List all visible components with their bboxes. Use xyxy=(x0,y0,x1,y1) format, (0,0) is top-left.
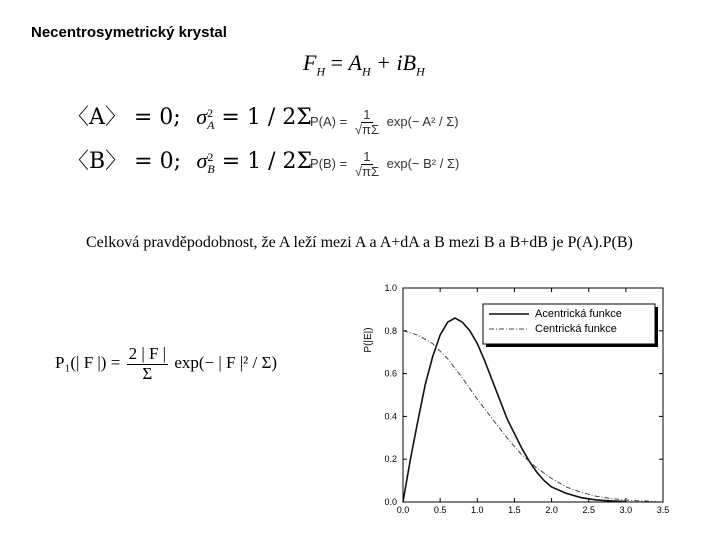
pb-lhs: P(B) = xyxy=(310,156,348,172)
p1-fraction xyxy=(127,345,169,383)
pa-den: √πΣ xyxy=(354,122,379,138)
sigma-a-sup: 2 xyxy=(207,105,214,120)
sigma-a: σ xyxy=(196,104,208,129)
y-tick-label: 0.4 xyxy=(384,411,397,422)
page-title: Necentrosymetrický krystal xyxy=(31,24,227,41)
pb-rhs: exp(− B² / Σ) xyxy=(386,156,460,172)
mean-b: 〈B〉 = 0; xyxy=(67,149,181,174)
y-tick-label: 0.8 xyxy=(384,325,397,336)
sigma-b-sup: 2 xyxy=(207,149,214,164)
p1-num: 2 | F | xyxy=(128,344,167,363)
y-tick-label: 0.2 xyxy=(384,454,397,465)
pa-num: 1 xyxy=(363,107,371,122)
y-axis-label: P(|E|) xyxy=(363,327,374,353)
eq-fh: F xyxy=(303,50,317,75)
eq-bh: B xyxy=(402,50,417,75)
p1-rhs: exp(− | F |² / Σ) xyxy=(174,353,278,373)
sigma-b-sub: B xyxy=(207,161,215,176)
probability-chart xyxy=(355,280,675,515)
probability-b-equation xyxy=(310,150,459,180)
p1-den: Σ xyxy=(142,363,153,383)
x-tick-label: 0.0 xyxy=(396,505,410,515)
p1-lhs: P₁(| F |) = xyxy=(55,353,121,373)
mean-variance-a-equation xyxy=(67,100,312,131)
y-tick-label: 0.6 xyxy=(384,368,397,379)
pa-rhs: exp(− A² / Σ) xyxy=(386,114,459,130)
structure-factor-equation xyxy=(303,50,425,79)
y-tick-label: 0.0 xyxy=(384,497,397,507)
x-tick-label: 3.5 xyxy=(656,505,670,515)
legend-label: Acentrická funkce xyxy=(535,308,622,320)
series-line-2 xyxy=(403,331,656,502)
pa-lhs: P(A) = xyxy=(310,114,348,130)
eq-plus-i: + i xyxy=(370,50,403,75)
p1-equation xyxy=(55,345,277,383)
y-tick-label: 1.0 xyxy=(384,283,397,293)
eq-fh-sub: H xyxy=(316,64,326,79)
eq-ah: A xyxy=(348,50,362,75)
pb-num: 1 xyxy=(363,149,371,164)
x-tick-label: 0.5 xyxy=(433,505,447,515)
pa-fraction xyxy=(353,108,381,138)
mean-variance-b-equation xyxy=(67,144,312,175)
eq-bh-sub: H xyxy=(416,64,425,79)
variance-b-rhs: = 1 / 2Σ xyxy=(214,149,313,174)
probability-a-equation xyxy=(310,108,459,138)
pb-fraction xyxy=(353,150,381,180)
x-tick-label: 1.0 xyxy=(471,505,484,515)
legend-label: Centrická funkce xyxy=(535,323,617,335)
probability-sentence: Celková pravděpodobnost, že A leží mezi A a A+dA a B mezi B a B+dB je P(A).P(B) xyxy=(86,234,633,251)
sigma-b: σ xyxy=(196,148,208,173)
mean-a: 〈A〉 = 0; xyxy=(67,105,181,130)
eq-ah-sub: H xyxy=(362,64,371,79)
eq-equals: = xyxy=(325,50,349,75)
sigma-a-sub: A xyxy=(207,117,215,132)
x-tick-label: 1.5 xyxy=(508,505,521,515)
x-tick-label: 2.5 xyxy=(582,505,595,515)
x-tick-label: 3.0 xyxy=(619,505,633,515)
variance-a-rhs: = 1 / 2Σ xyxy=(214,105,312,130)
x-tick-label: 2.0 xyxy=(545,505,558,515)
pb-den: √πΣ xyxy=(354,164,379,180)
